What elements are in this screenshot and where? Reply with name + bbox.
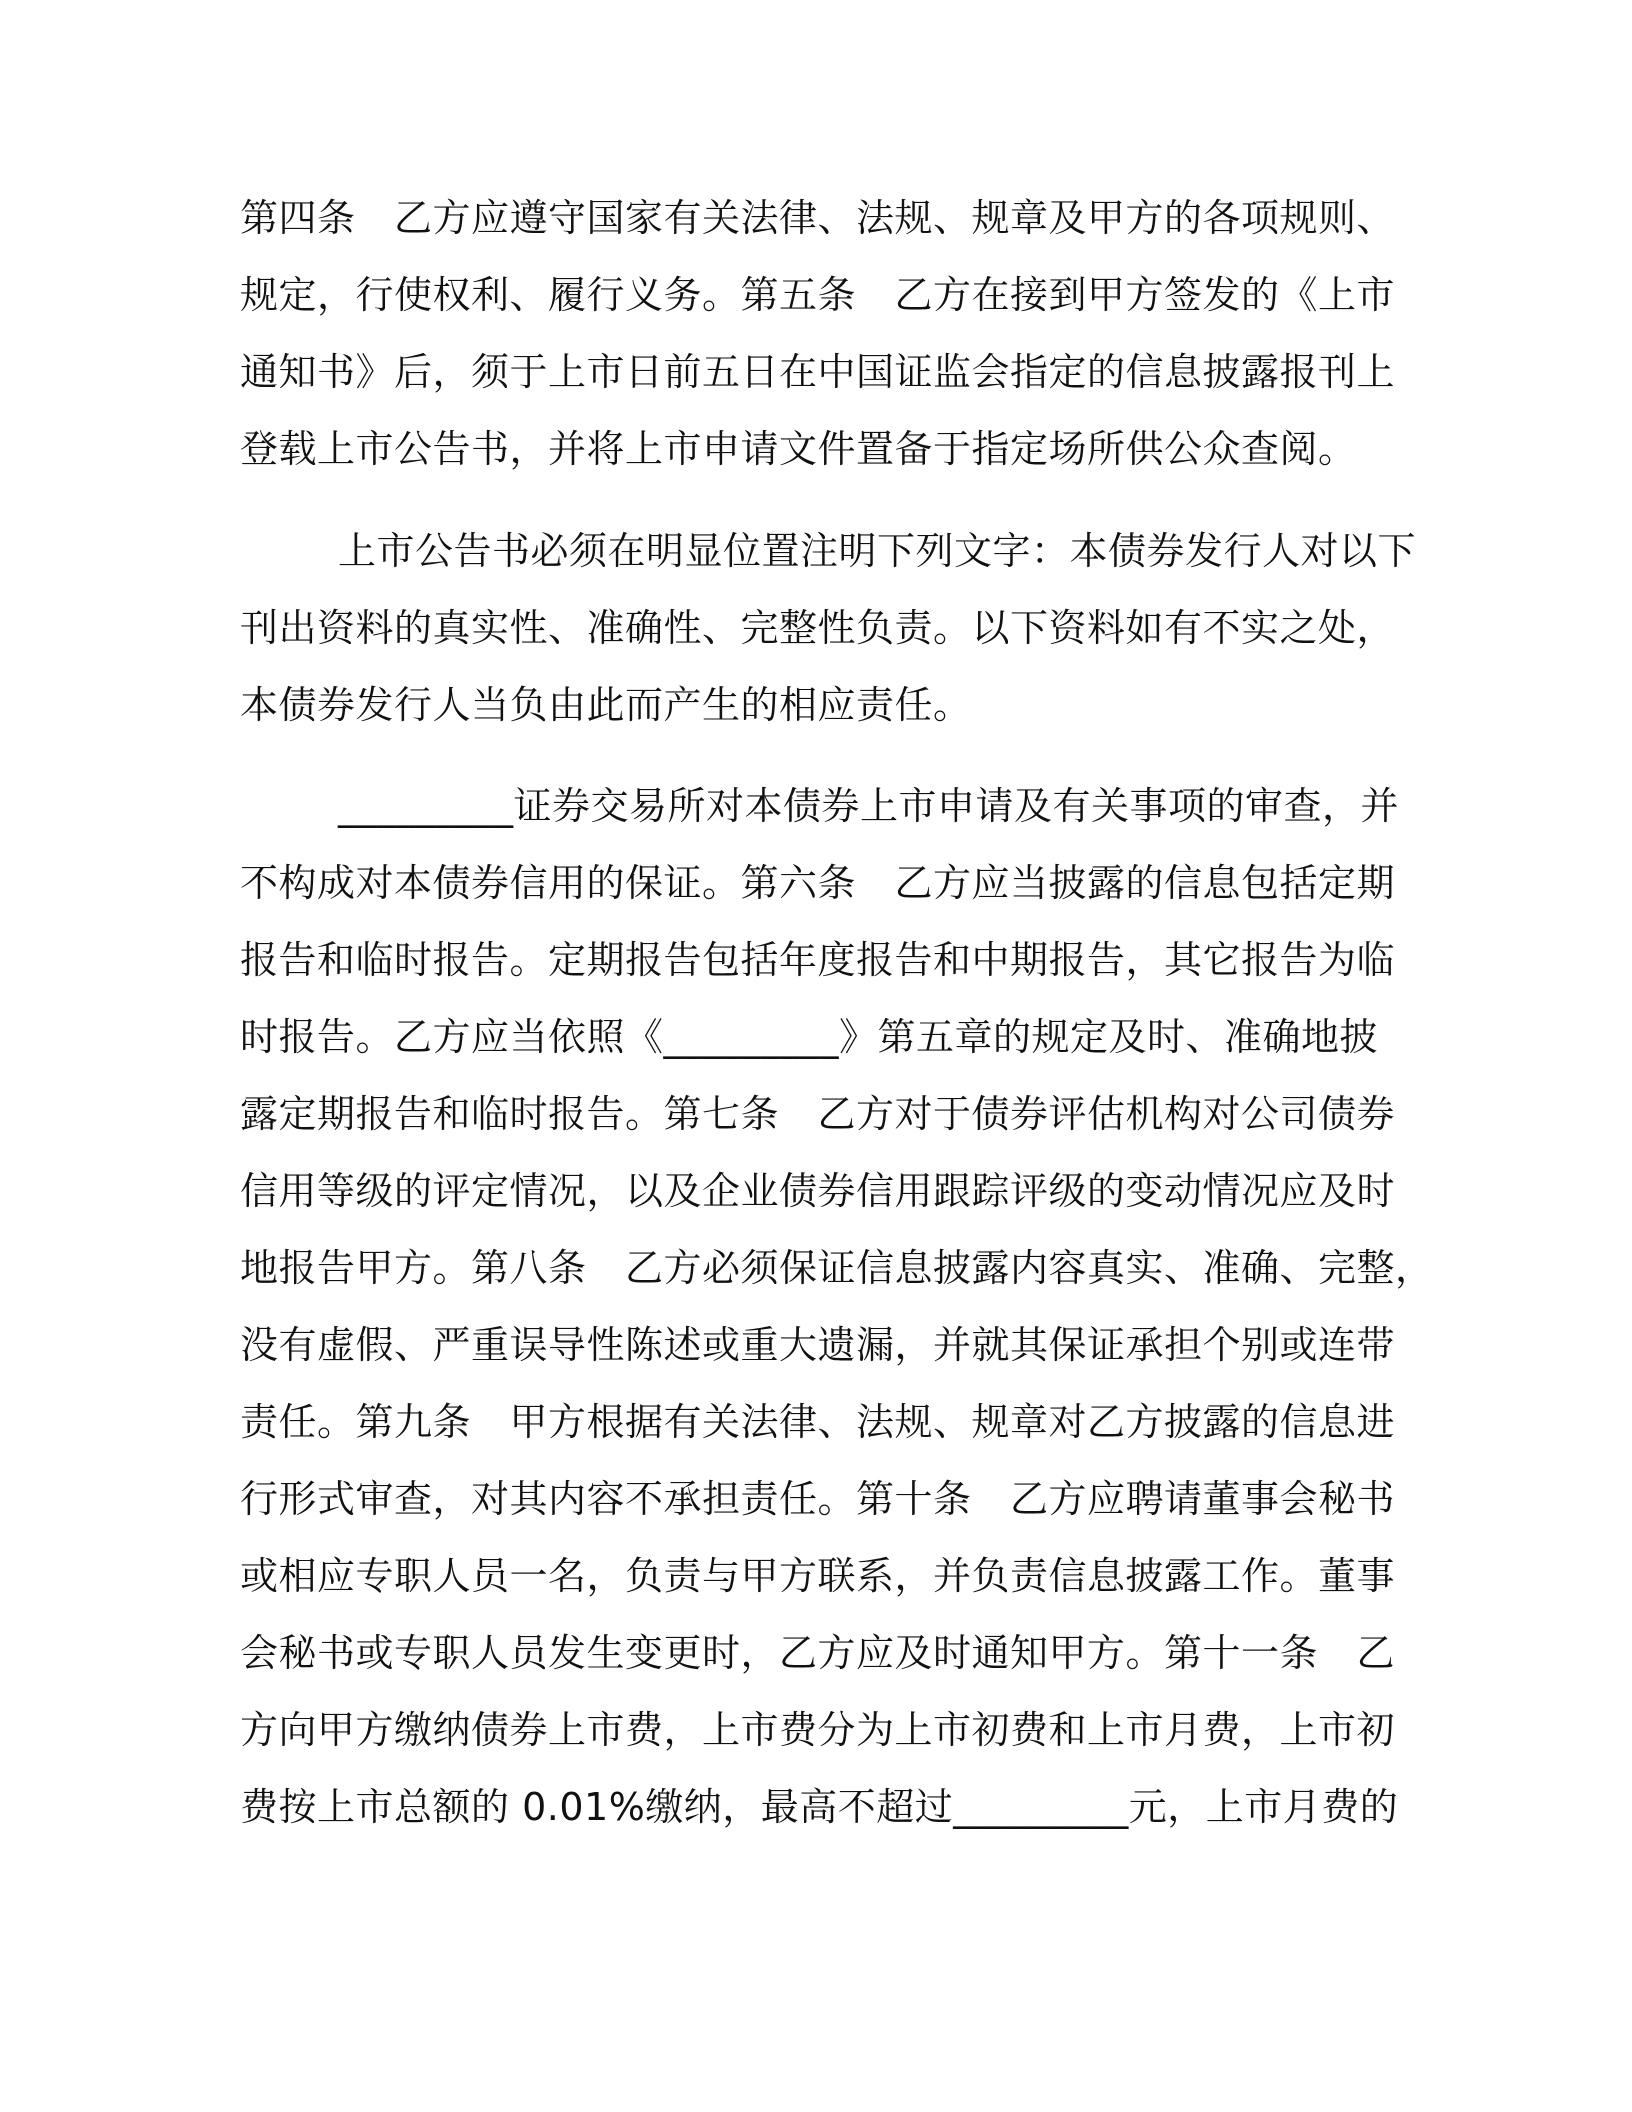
text-line: 没有虚假、严重误导性陈述或重大遗漏，并就其保证承担个别或连带 [240,1323,1396,1367]
text-line: 行形式审查，对其内容不承担责任。第十条 乙方应聘请董事会秘书 [240,1477,1396,1521]
text-line: 登载上市公告书，并将上市申请文件置备于指定场所供公众查阅。 [240,427,1357,471]
text-line: 第四条 乙方应遵守国家有关法律、法规、规章及甲方的各项规则、 [240,196,1396,240]
text-line: 方向甲方缴纳债券上市费，上市费分为上市初费和上市月费，上市初 [240,1708,1396,1752]
text-line: _________证券交易所对本债券上市申请及有关事项的审查，并 [338,784,1400,828]
paragraph-announcement-notice [240,513,1417,744]
text-line: 地报告甲方。第八条 乙方必须保证信息披露内容真实、准确、完整， [240,1246,1434,1290]
paragraph-article-4-5 [240,180,1400,488]
text-line: 刊出资料的真实性、准确性、完整性负责。以下资料如有不实之处， [240,606,1396,650]
text-line: 通知书》后，须于上市日前五日在中国证监会指定的信息披露报刊上 [240,350,1396,394]
text-line: 时报告。乙方应当依照《_________》第五章的规定及时、准确地披 [240,1015,1379,1059]
text-line: 信用等级的评定情况，以及企业债券信用跟踪评级的变动情况应及时 [240,1169,1396,1213]
paragraph-articles-6-11 [240,768,1434,1846]
text-line: 责任。第九条 甲方根据有关法律、法规、规章对乙方披露的信息进 [240,1400,1396,1444]
text-line: 报告和临时报告。定期报告包括年度报告和中期报告，其它报告为临 [240,938,1396,982]
text-line: 本债券发行人当负由此而产生的相应责任。 [240,683,972,727]
text-line: 不构成对本债券信用的保证。第六条 乙方应当披露的信息包括定期 [240,861,1396,905]
text-line: 露定期报告和临时报告。第七条 乙方对于债券评估机构对公司债券 [240,1092,1396,1136]
text-line: 规定，行使权利、履行义务。第五条 乙方在接到甲方签发的《上市 [240,273,1396,317]
text-line: 上市公告书必须在明显位置注明下列文字：本债券发行人对以下 [338,529,1417,573]
text-line: 费按上市总额的 0.01%缴纳，最高不超过_________元，上市月费的 [240,1785,1399,1829]
text-line: 或相应专职人员一名，负责与甲方联系，并负责信息披露工作。董事 [240,1554,1396,1598]
text-line: 会秘书或专职人员发生变更时，乙方应及时通知甲方。第十一条 乙 [240,1631,1396,1675]
